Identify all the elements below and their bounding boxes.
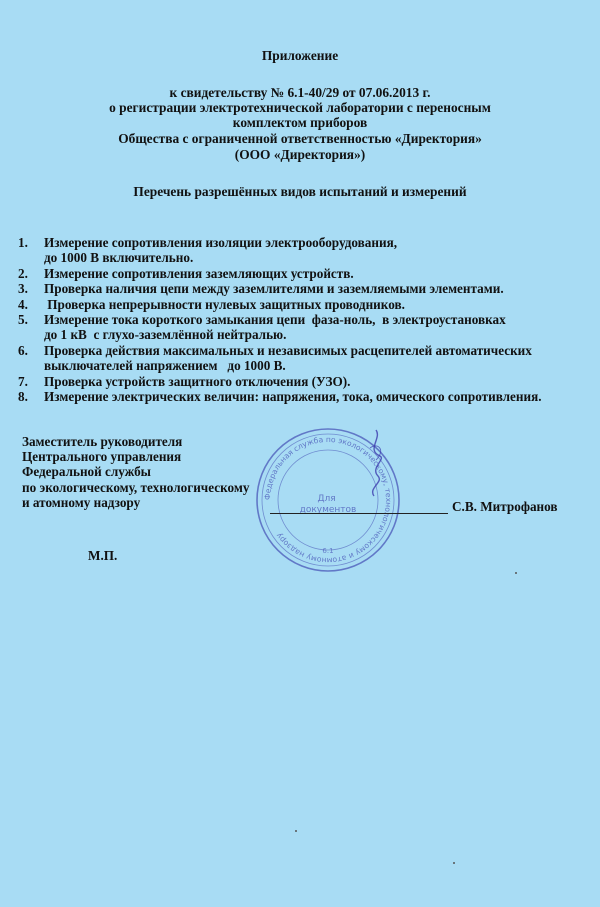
item-text: выключателей напряжением до 1000 В.: [44, 358, 286, 374]
registration-line-1: о регистрации электротехнической лаборатории с переносным: [109, 100, 491, 115]
item-text: Измерение электрических величин: напряжения, тока, омического сопротивления.: [44, 389, 542, 405]
signatory-line-5: и атомному надзору: [22, 494, 141, 510]
list-item-continuation: [18, 358, 598, 373]
item-number: 5.: [18, 312, 28, 328]
signatory-line-3: Федеральной службы: [22, 464, 151, 480]
registration-line-2: комплектом приборов: [232, 115, 368, 130]
signatory-block: [22, 434, 249, 510]
list-item: [18, 235, 598, 250]
list-item: [18, 389, 598, 404]
stamp-ring-text: Федеральная служба по экологическому, технологическому и атомному надзору: [262, 434, 394, 566]
company-line: Общества с ограниченной ответственностью «Директория»: [118, 131, 482, 146]
list-item-continuation: [18, 250, 598, 265]
item-text: Измерение сопротивления изоляции электрооборудования,: [44, 235, 397, 250]
scan-speck: [515, 572, 517, 574]
item-text: до 1000 В включительно.: [44, 250, 194, 266]
item-text: Проверка устройств защитного отключения (УЗО).: [44, 373, 351, 389]
signatory-line-4: по экологическому, технологическому: [22, 479, 250, 495]
item-text: Проверка непрерывности нулевых защитных проводников.: [44, 296, 405, 312]
item-text: до 1 кВ с глухо-заземлённой нейтралью.: [44, 327, 287, 343]
stamp-number: 6.1: [322, 547, 334, 555]
item-number: 7.: [18, 373, 28, 389]
item-number: 4.: [18, 296, 28, 312]
item-number: 3.: [18, 281, 28, 297]
item-number: 2.: [18, 265, 28, 281]
signatory-line-2: Центрального управления: [22, 449, 182, 465]
handwritten-signature: [356, 428, 396, 498]
appendix-title: Приложение: [261, 48, 339, 63]
list-item: [18, 266, 598, 281]
signatory-name: С.В. Митрофанов: [452, 499, 558, 514]
item-number: 1.: [18, 235, 28, 250]
list-item: [18, 281, 598, 296]
mp-label: М.П.: [88, 548, 118, 563]
list-item-continuation: [18, 327, 598, 342]
scan-speck: [295, 830, 297, 832]
stamp-inner-text: Для документов: [299, 494, 357, 515]
signatory-line-1: Заместитель руководителя: [22, 434, 183, 449]
item-text: Измерение сопротивления заземляющих устройств.: [44, 265, 354, 281]
list-item: [18, 297, 598, 312]
list-heading: Перечень разрешённых видов испытаний и измерений: [133, 184, 467, 199]
company-short: (ООО «Директория»): [234, 147, 366, 162]
scan-speck: [453, 862, 455, 864]
list-item: [18, 343, 598, 358]
list-item: [18, 374, 598, 389]
item-text: Проверка действия максимальных и независимых расцепителей автоматических: [44, 342, 532, 358]
item-number: 6.: [18, 342, 28, 358]
tests-list: [18, 235, 598, 404]
item-number: 8.: [18, 389, 28, 405]
item-text: Проверка наличия цепи между заземлителями и заземляемыми элементами.: [44, 281, 504, 297]
item-text: Измерение тока короткого замыкания цепи фаза-ноль, в электроустановках: [44, 312, 506, 328]
certificate-line: к свидетельству № 6.1-40/29 от 07.06.2013 г.: [169, 85, 431, 100]
signature-line: [270, 513, 448, 514]
list-item: [18, 312, 598, 327]
